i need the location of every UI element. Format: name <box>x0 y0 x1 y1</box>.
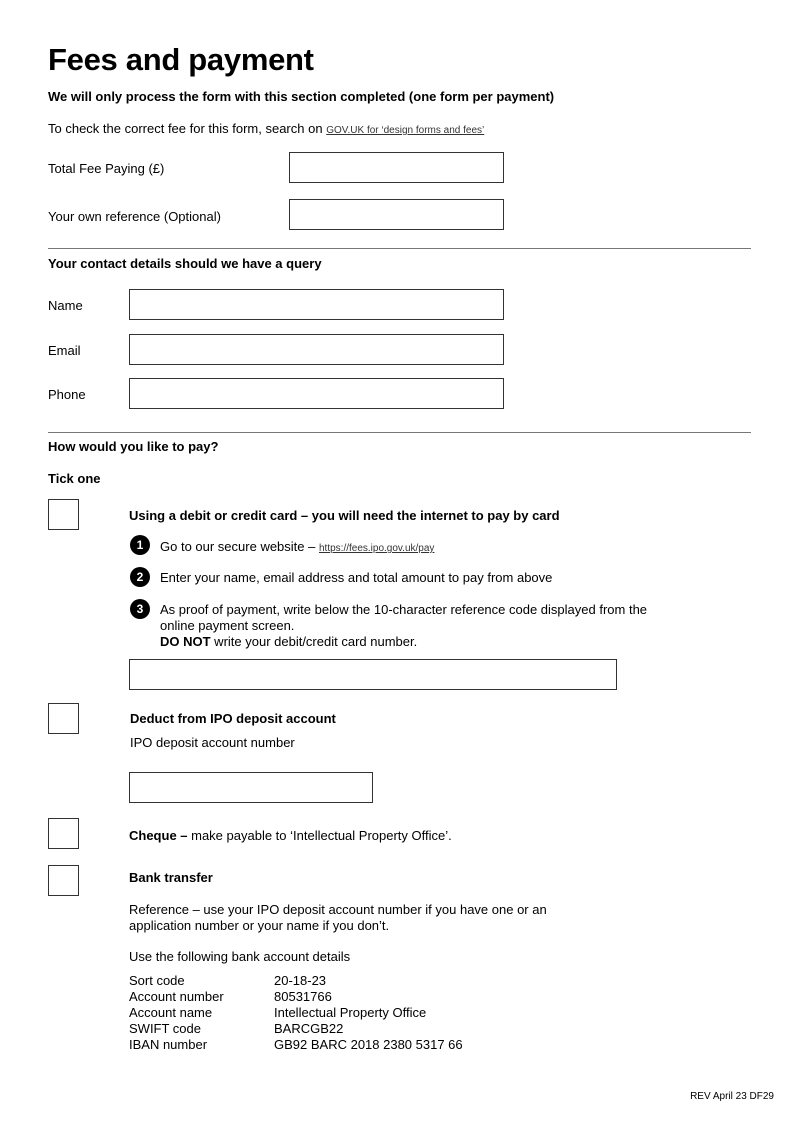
bank-transfer-title: Bank transfer <box>129 870 213 885</box>
card-payment-link[interactable]: https://fees.ipo.gov.uk/pay <box>318 543 435 554</box>
step-1-text <box>160 539 434 557</box>
fee-check-prefix: To check the correct fee for this form, search on <box>48 121 327 136</box>
name-label: Name <box>48 298 83 313</box>
bank-row-swift-code <box>129 1021 344 1037</box>
step-2-badge: 2 <box>130 567 150 587</box>
step-1-label: Go to our secure website – <box>160 539 319 554</box>
page-title: Fees and payment <box>48 42 314 77</box>
bank-row-iban-number <box>129 1037 463 1053</box>
bank-row-account-number <box>129 989 332 1005</box>
phone-input[interactable] <box>129 378 504 409</box>
bank-row-label: SWIFT code <box>129 1021 202 1036</box>
deposit-account-title: Deduct from IPO deposit account <box>130 711 336 726</box>
total-fee-input[interactable] <box>289 152 504 183</box>
bank-transfer-checkbox[interactable] <box>48 865 79 896</box>
cheque-instruction: make payable to ‘Intellectual Property Office’. <box>187 828 452 843</box>
bank-row-account-name <box>129 1005 427 1021</box>
own-reference-label: Your own reference (Optional) <box>48 209 221 224</box>
card-payment-checkbox[interactable] <box>48 499 79 530</box>
cheque-text <box>129 828 452 844</box>
fee-check-text <box>48 121 484 139</box>
email-label: Email <box>48 343 81 358</box>
process-notice: We will only process the form with this section completed (one form per payment) <box>48 89 555 104</box>
bank-row-label: Account name <box>129 1005 213 1020</box>
bank-row-value: Intellectual Property Office <box>274 1005 427 1020</box>
bank-row-label: IBAN number <box>129 1037 208 1052</box>
bank-details-intro: Use the following bank account details <box>129 949 351 964</box>
deposit-account-label: IPO deposit account number <box>130 735 295 750</box>
step-1-badge: 1 <box>130 535 150 555</box>
divider <box>48 432 751 433</box>
bank-row-value: BARCGB22 <box>274 1021 344 1036</box>
bank-reference-line-1: Reference – use your IPO deposit account number if you have one or an <box>129 902 547 917</box>
card-payment-title: Using a debit or credit card – you will need the internet to pay by card <box>129 508 560 523</box>
step-3-line-3 <box>160 634 417 650</box>
own-reference-input[interactable] <box>289 199 504 230</box>
bank-reference-line-2: application number or your name if you don’t. <box>129 918 390 933</box>
step-3-line-1: As proof of payment, write below the 10-character reference code displayed from the <box>160 602 648 617</box>
step-2-text: Enter your name, email address and total amount to pay from above <box>160 570 553 585</box>
email-input[interactable] <box>129 334 504 365</box>
cheque-checkbox[interactable] <box>48 818 79 849</box>
bank-row-value: 20-18-23 <box>274 973 327 988</box>
bank-row-sort-code <box>129 973 327 989</box>
card-reference-input[interactable] <box>129 659 617 690</box>
step-3-badge: 3 <box>130 599 150 619</box>
fee-check-link[interactable]: GOV.UK for ‘design forms and fees’ <box>326 125 485 136</box>
bank-row-value: GB92 BARC 2018 2380 5317 66 <box>274 1037 463 1052</box>
do-not-rest: write your debit/credit card number. <box>210 634 418 649</box>
deposit-account-checkbox[interactable] <box>48 703 79 734</box>
step-3-line-2: online payment screen. <box>160 618 295 633</box>
payment-heading: How would you like to pay? <box>48 439 219 454</box>
total-fee-label: Total Fee Paying (£) <box>48 161 165 176</box>
phone-label: Phone <box>48 387 86 402</box>
deposit-account-input[interactable] <box>129 772 373 803</box>
bank-row-value: 80531766 <box>274 989 332 1004</box>
divider <box>48 248 751 249</box>
do-not-warning: DO NOT <box>160 634 211 649</box>
contact-heading: Your contact details should we have a query <box>48 256 322 271</box>
tick-one-label: Tick one <box>48 471 101 486</box>
bank-row-label: Account number <box>129 989 224 1004</box>
cheque-title: Cheque – <box>129 828 188 843</box>
revision-footer: REV April 23 DF29 <box>690 1091 774 1102</box>
bank-row-label: Sort code <box>129 973 185 988</box>
name-input[interactable] <box>129 289 504 320</box>
